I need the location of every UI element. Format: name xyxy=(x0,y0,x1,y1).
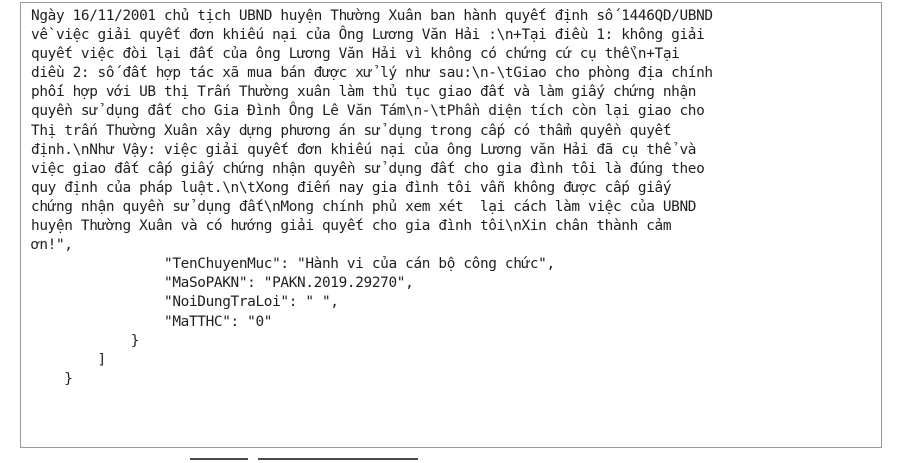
field-ten-chuyen-muc: "TenChuyenMuc": "Hành vi của cán bộ công chức", xyxy=(31,256,555,273)
cropped-next-line xyxy=(20,452,420,463)
code-line: phối hợp với UB thị Trấn Thường xuân làm thủ tục giao đất và làm giấy chứng nhận xyxy=(31,84,697,101)
code-line: chứng nhận quyền sử dụng đất\nMong chính phủ xem xét lại cách làm việc của UBND xyxy=(31,198,697,215)
code-line: việc giao đất cấp giấy chứng nhận quyền sử dụng đất cho gia đình tôi là đúng theo xyxy=(31,160,705,177)
cropped-glyph-fragment xyxy=(190,458,248,460)
closing-brace: } xyxy=(31,332,140,349)
field-noi-dung-tra-loi: "NoiDungTraLoi": " ", xyxy=(31,294,339,311)
field-ma-so-pakn: "MaSoPAKN": "PAKN.2019.29270", xyxy=(31,275,414,292)
cropped-glyph-fragment xyxy=(258,458,418,460)
closing-brace: } xyxy=(31,370,73,387)
code-line: quyền sử dụng đất cho Gia Đình Ông Lê Văn Tám\n-\tPhần diện tích còn lại giao cho xyxy=(31,103,705,120)
field-ma-tthc: "MaTTHC": "0" xyxy=(31,313,273,330)
code-frame xyxy=(20,2,882,448)
code-line: huyện Thường Xuân và có hướng giải quyết cho gia đình tôi\nXin chân thành cảm xyxy=(31,218,672,235)
code-line: quyết việc đòi lại đất của ông Lương Văn Hải vì không có chứng cứ cụ thể\n+Tại xyxy=(31,46,680,63)
closing-bracket: ] xyxy=(31,351,106,368)
code-line: ơn!", xyxy=(31,237,73,254)
code-line: Ngày 16/11/2001 chủ tịch UBND huyện Thường Xuân ban hành quyết định số 1446QD/UBND xyxy=(31,8,713,24)
code-line: định.\nNhư Vậy: việc giải quyết đơn khiếu nại của ông Lương văn Hải đã cụ thể và xyxy=(31,141,697,158)
json-code-block xyxy=(31,7,713,389)
code-line: Thị trấn Thường Xuân xây dựng phương án sử dụng trong cấp có thẩm quyền quyết xyxy=(31,122,672,139)
code-line: về việc giải quyết đơn khiếu nại của Ông Lương Văn Hải :\n+Tại điều 1: không giải xyxy=(31,27,705,44)
code-line: quy định của pháp luật.\n\tXong điến nay gia đình tôi vẫn không được cấp giấy xyxy=(31,179,672,196)
code-line: diều 2: số đất hợp tác xã mua bán được xử lý như sau:\n-\tGiao cho phòng địa chính xyxy=(31,65,713,82)
